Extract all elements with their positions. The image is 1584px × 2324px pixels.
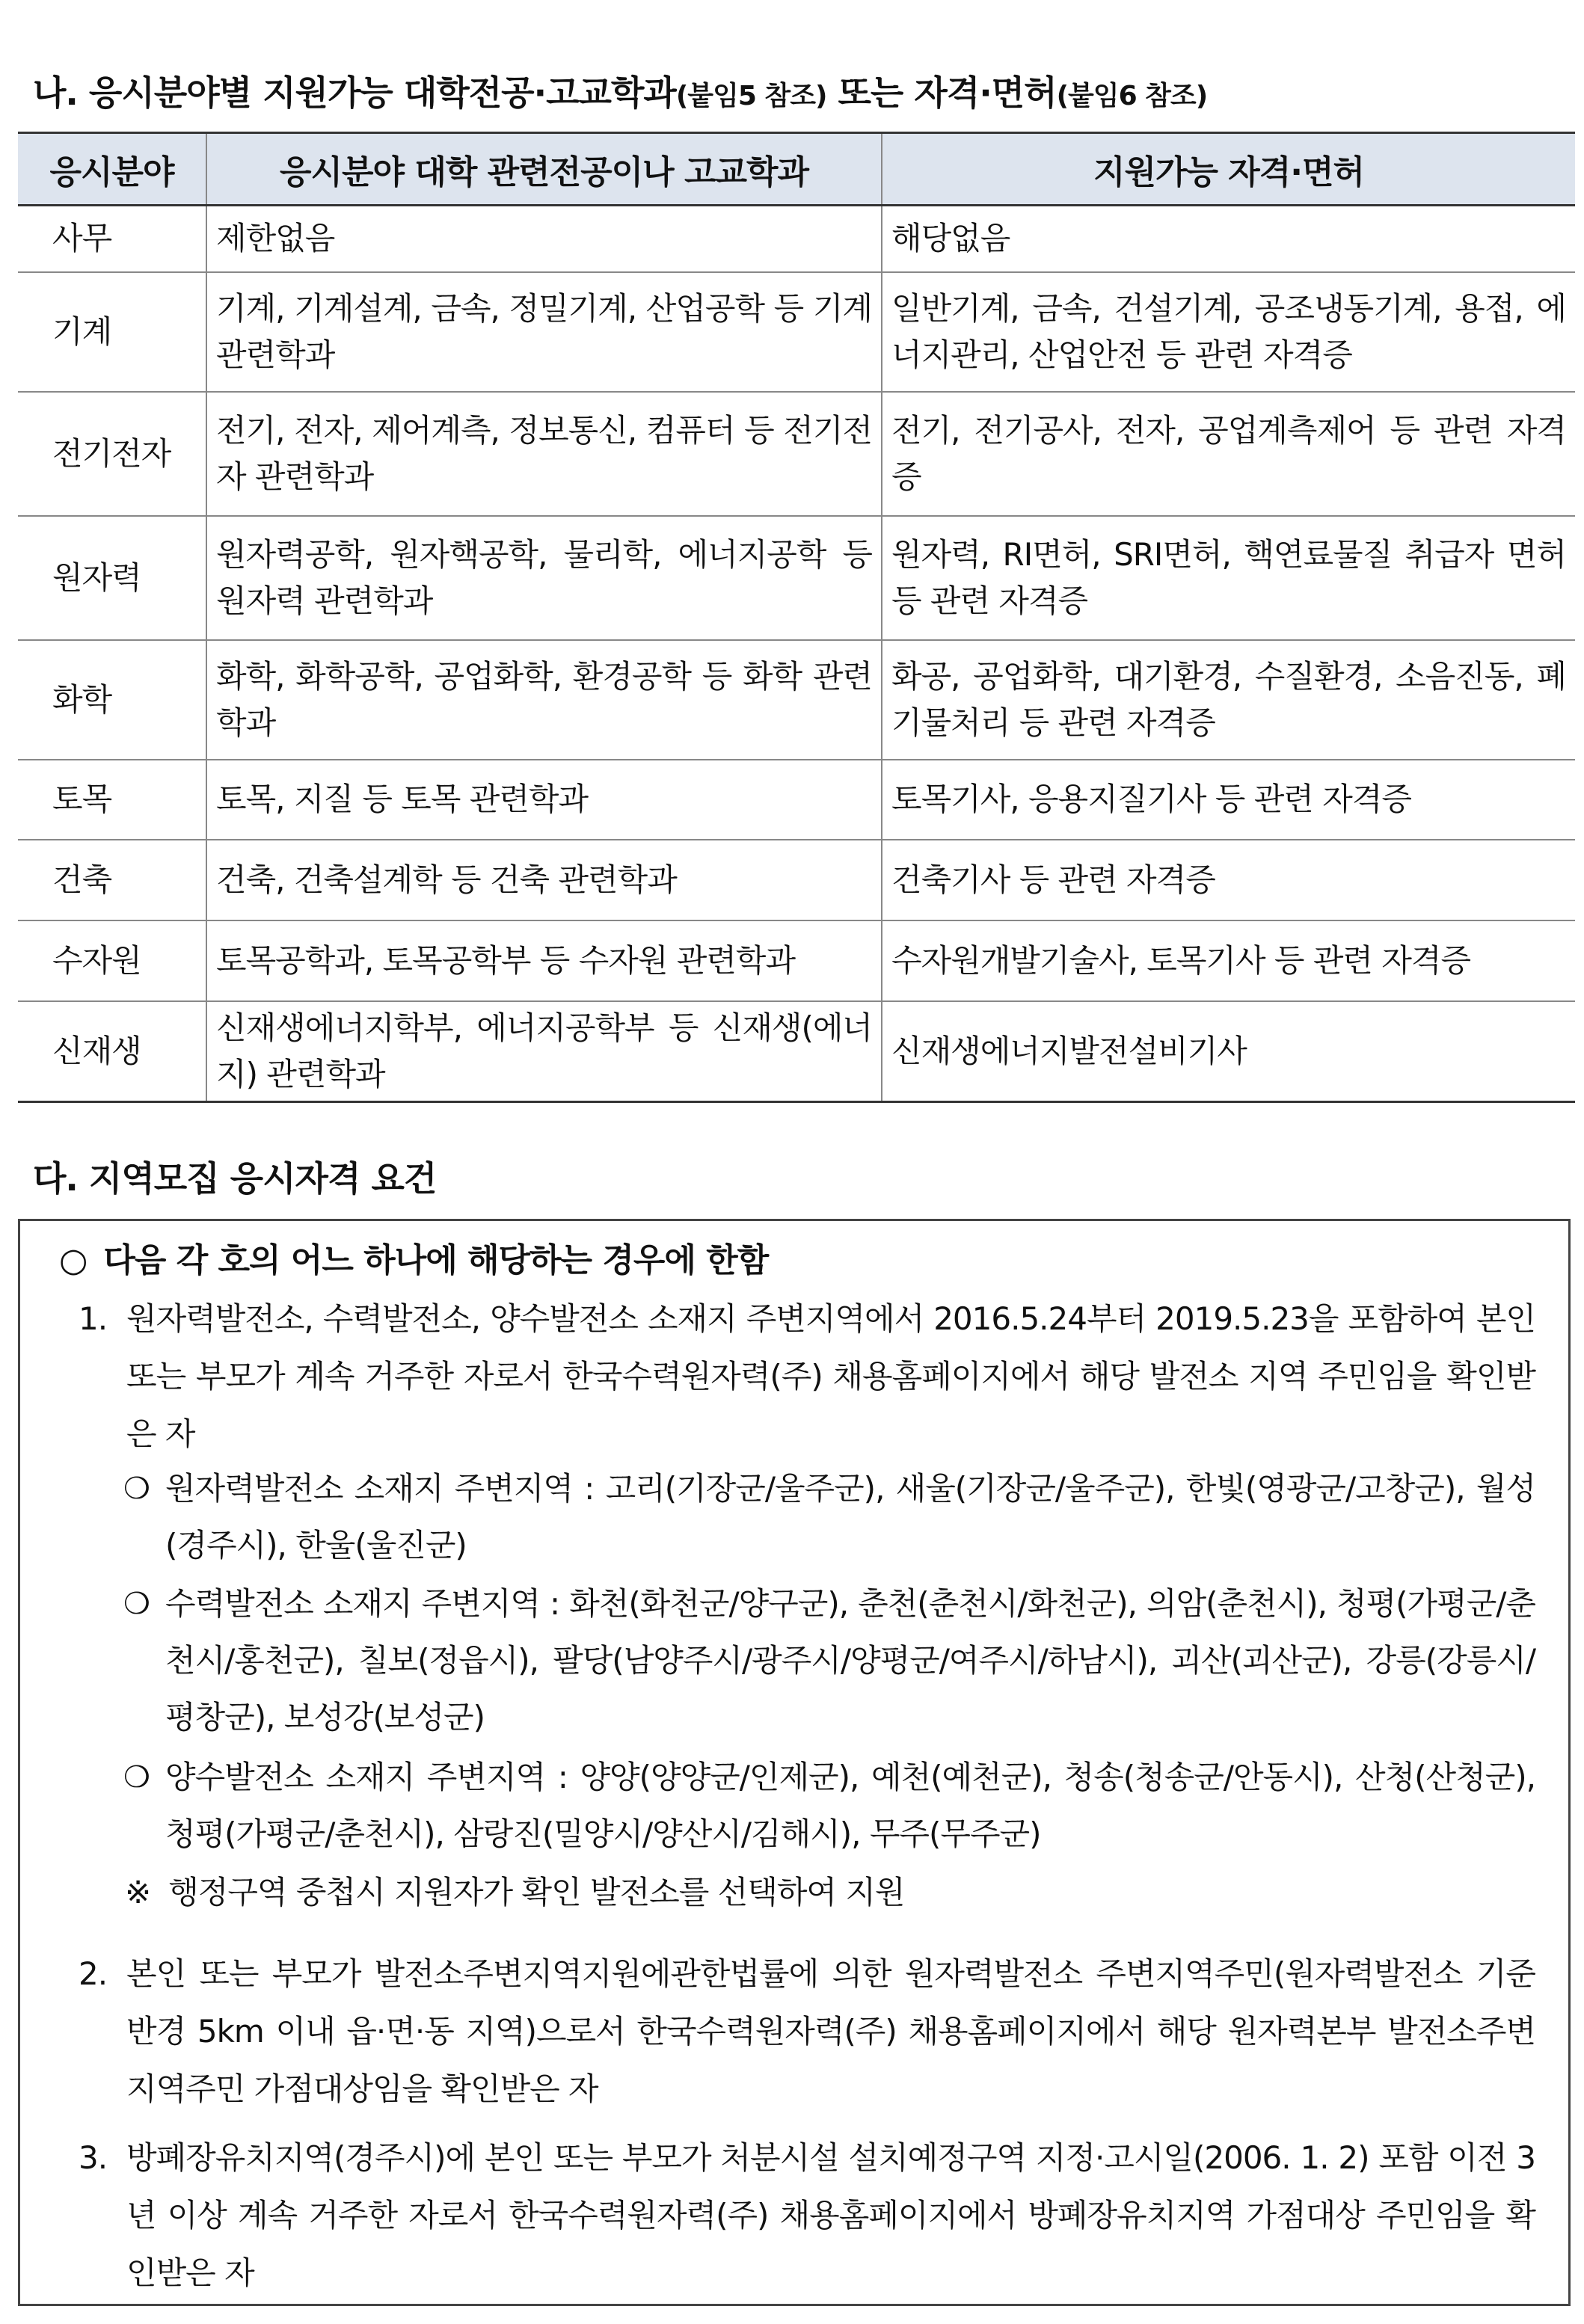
sub-item-text: 수력발전소 소재지 주변지역 : 화천(화천군/양구군), 춘천(춘천시/화천군), 의암(춘천시), 청평(가평군/춘천시/홍천군), 칠보(정읍시), 팔당(남양주시/광주시/양평군/여주시/하남시), 괴산(괴산군), 강릉(강릉시/ 평창군), 보성강(보성군)	[165, 1585, 1535, 1736]
item-number: 3.	[79, 2139, 108, 2176]
header-majors: 응시분야 대학 관련전공이나 고교학과	[206, 133, 882, 206]
table-row	[18, 272, 1575, 392]
sub-item-text: 원자력발전소 소재지 주변지역 : 고리(기장군/울주군), 새울(기장군/울주군), 한빛(영광군/고창군), 월성(경주시), 한울(울진군)	[165, 1470, 1535, 1564]
field-name: 건축	[18, 840, 206, 920]
note	[125, 1864, 904, 1921]
field-licenses: 건축기사 등 관련 자격증	[882, 840, 1575, 920]
field-majors: 토목공학과, 토목공학부 등 수자원 관련학과	[206, 920, 882, 1001]
heading-reference: (붙임6 참조)	[1056, 81, 1208, 111]
heading-reference: (붙임5 참조)	[675, 81, 827, 111]
field-name: 원자력	[18, 516, 206, 640]
header-licenses: 지원가능 자격·면허	[882, 133, 1575, 206]
item-text: 원자력발전소, 수력발전소, 양수발전소 소재지 주변지역에서 2016.5.24부터 2019.5.23을 포함하여 본인 또는 부모가 계속 거주한 자로서 한국수력원자력(주) 채용홈페이지에서 해당 발전소 지역 주민임을 확인받은 자	[126, 1300, 1535, 1452]
requirements-title	[59, 1233, 768, 1281]
header-field: 응시분야	[18, 133, 206, 206]
field-name: 신재생	[18, 1001, 206, 1102]
field-majors: 화학, 화학공학, 공업화학, 환경공학 등 화학 관련학과	[206, 640, 882, 760]
field-licenses: 전기, 전기공사, 전자, 공업계측제어 등 관련 자격증	[882, 392, 1575, 516]
field-majors: 기계, 기계설계, 금속, 정밀기계, 산업공학 등 기계 관련학과	[206, 272, 882, 392]
field-majors: 신재생에너지학부, 에너지공학부 등 신재생(에너지) 관련학과	[206, 1001, 882, 1102]
field-licenses: 수자원개발기술사, 토목기사 등 관련 자격증	[882, 920, 1575, 1001]
table-row	[18, 206, 1575, 272]
field-majors: 전기, 전자, 제어계측, 정보통신, 컴퓨터 등 전기전자 관련학과	[206, 392, 882, 516]
field-name: 화학	[18, 640, 206, 760]
sub-item-hydro	[123, 1576, 1535, 1746]
field-name: 전기전자	[18, 392, 206, 516]
circle-bullet: ○	[59, 1241, 88, 1279]
sub-item-pumped	[123, 1749, 1535, 1863]
table-row	[18, 1001, 1575, 1102]
field-name: 수자원	[18, 920, 206, 1001]
table-row	[18, 840, 1575, 920]
field-licenses: 일반기계, 금속, 건설기계, 공조냉동기계, 용접, 에너지관리, 산업안전 등 관련 자격증	[882, 272, 1575, 392]
field-majors: 토목, 지질 등 토목 관련학과	[206, 760, 882, 840]
fields-table	[18, 132, 1575, 1103]
requirements-title-text: 다음 각 호의 어느 하나에 해당하는 경우에 한함	[103, 1241, 769, 1279]
table-row	[18, 516, 1575, 640]
field-licenses: 해당없음	[882, 206, 1575, 272]
item-text: 방폐장유치지역(경주시)에 본인 또는 부모가 처분시설 설치예정구역 지정·고시일(2006. 1. 2) 포함 이전 3년 이상 계속 거주한 자로서 한국수력원자력(주) 채용홈페이지에서 방폐장유치지역 가점대상 주민임을 확인받은 자	[126, 2139, 1535, 2291]
field-name: 토목	[18, 760, 206, 840]
section-heading-fields	[33, 66, 1207, 115]
table-row	[18, 392, 1575, 516]
field-licenses: 토목기사, 응용지질기사 등 관련 자격증	[882, 760, 1575, 840]
table-header-row	[18, 133, 1575, 206]
field-licenses: 신재생에너지발전설비기사	[882, 1001, 1575, 1102]
sub-bullet: ❍	[123, 1760, 150, 1795]
table-row	[18, 920, 1575, 1001]
requirement-item-3	[79, 2129, 1535, 2302]
sub-bullet: ❍	[123, 1587, 150, 1621]
item-number: 1.	[79, 1300, 108, 1337]
field-name: 사무	[18, 206, 206, 272]
sub-bullet: ❍	[123, 1472, 150, 1506]
requirements-box	[18, 1219, 1571, 2306]
table-row	[18, 760, 1575, 840]
field-majors: 원자력공학, 원자핵공학, 물리학, 에너지공학 등 원자력 관련학과	[206, 516, 882, 640]
item-number: 2.	[79, 1955, 108, 1992]
note-text: 행정구역 중첩시 지원자가 확인 발전소를 선택하여 지원	[168, 1874, 905, 1910]
requirement-item-1	[79, 1290, 1535, 1463]
field-majors: 건축, 건축설계학 등 건축 관련학과	[206, 840, 882, 920]
heading-text: 또는 자격·면허	[826, 73, 1057, 113]
table-row	[18, 640, 1575, 760]
heading-text: 나. 응시분야별 지원가능 대학전공·고교학과	[33, 73, 676, 113]
field-majors: 제한없음	[206, 206, 882, 272]
sub-item-nuclear	[123, 1460, 1535, 1574]
field-licenses: 원자력, RI면허, SRI면허, 핵연료물질 취급자 면허 등 관련 자격증	[882, 516, 1575, 640]
note-mark: ※	[125, 1874, 151, 1910]
field-name: 기계	[18, 272, 206, 392]
requirement-item-2	[79, 1945, 1535, 2118]
field-licenses: 화공, 공업화학, 대기환경, 수질환경, 소음진동, 폐기물처리 등 관련 자격증	[882, 640, 1575, 760]
sub-item-text: 양수발전소 소재지 주변지역 : 양양(양양군/인제군), 예천(예천군), 청송(청송군/안동시), 산청(산청군), 청평(가평군/춘천시), 삼랑진(밀양시/양산시/김해시), 무주(무주군)	[165, 1759, 1535, 1852]
section-heading-regional: 다. 지역모집 응시자격 요건	[33, 1158, 437, 1199]
item-text: 본인 또는 부모가 발전소주변지역지원에관한법률에 의한 원자력발전소 주변지역주민(원자력발전소 기준 반경 5km 이내 읍·면·동 지역)으로서 한국수력원자력(주) 채용홈페이지에서 해당 원자력본부 발전소주변지역주민 가점대상임을 확인받은 자	[126, 1955, 1535, 2107]
